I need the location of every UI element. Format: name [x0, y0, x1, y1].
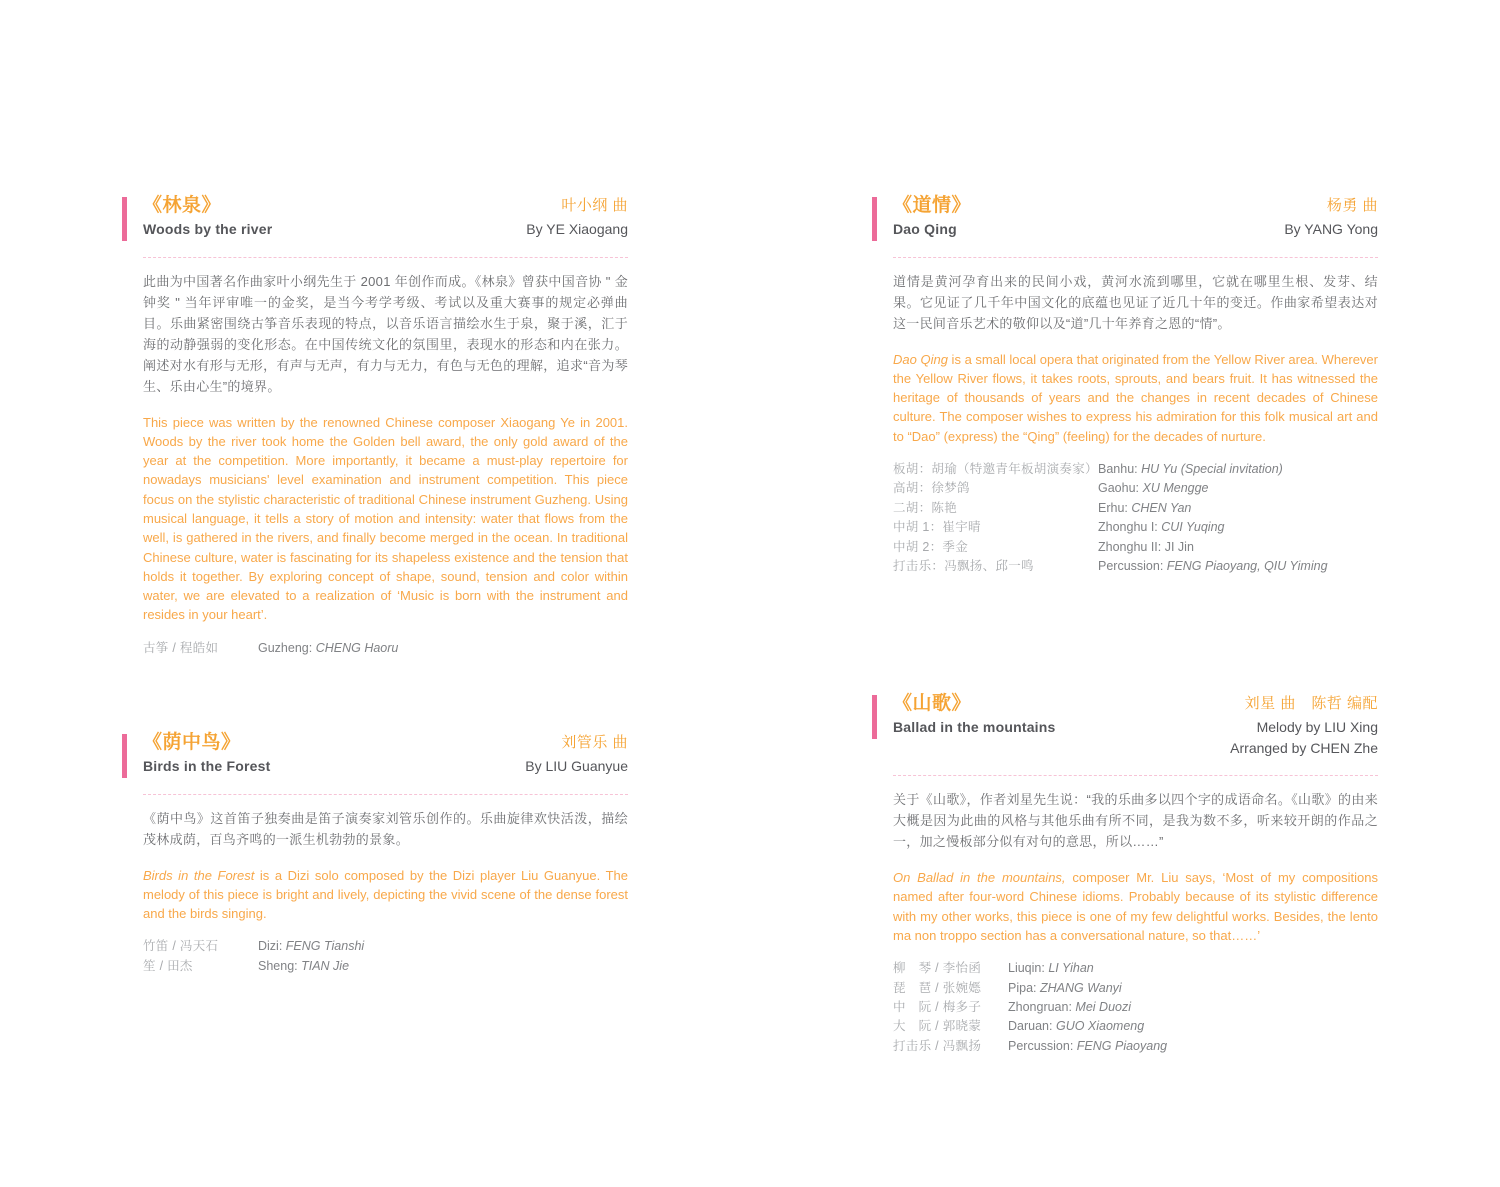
accent-bar [122, 734, 127, 778]
credit-zh: 竹笛 / 冯天石 [143, 939, 219, 954]
credit-en: Guzheng: CHENG Haoru [258, 640, 399, 655]
credit-en: Sheng: TIAN Jie [258, 958, 350, 973]
paragraph-en-italic: Birds in the Forest [143, 867, 255, 883]
credit-row [893, 998, 1378, 1017]
composer-zh: 杨勇 曲 [1326, 197, 1378, 214]
credit-row [893, 499, 1378, 518]
credit-en: Banhu: HU Yu (Special invitation) [1098, 461, 1283, 476]
paragraph-en [143, 866, 628, 924]
piece-header [893, 692, 1378, 757]
piece-section-dao-qing [893, 194, 1378, 576]
composer-en: Melody by LIU Xing [1256, 719, 1378, 735]
credit-zh: 古筝 / 程皓如 [143, 640, 219, 655]
paragraph-en-text: is a small local opera that originated from the Yellow River area. Wherever the Yellow River flows, it takes roots, sprouts, and bears fruit. It has witnessed the heritage of thousands of years and the changes in recent decades of Chinese culture. The composer wishes to express his admiration for this folk musical art and to “Dao” (express) the “Qing” (feeling) for the decades of nurture. [893, 351, 1378, 444]
credit-en: Percussion: FENG Piaoyang, QIU Yiming [1098, 559, 1328, 574]
credit-row [893, 959, 1378, 978]
credit-en: Percussion: FENG Piaoyang [1008, 1038, 1168, 1053]
credit-row [893, 1017, 1378, 1036]
credit-zh: 打击乐：冯飘扬、邱一鸣 [893, 559, 1034, 574]
credit-row [143, 957, 628, 976]
credit-en: Pipa: ZHANG Wanyi [1008, 980, 1122, 995]
piece-header [893, 194, 1378, 239]
credits-list [143, 639, 628, 658]
composer-en: By YE Xiaogang [526, 221, 628, 237]
composer-en: Arranged by CHEN Zhe [1230, 739, 1378, 756]
credit-zh: 二胡：陈艳 [893, 500, 958, 515]
dashed-separator [893, 775, 1378, 776]
credit-row [893, 557, 1378, 576]
paragraph-zh: 关于《山歌》，作者刘星先生说：“我的乐曲多以四个字的成语命名。《山歌》的由来大概是因为此曲的风格与其他乐曲有所不同，是我为数不多，听来较开朗的作品之一，加之慢板部分似有对句的意思，所以……” [893, 792, 1378, 849]
piece-header [143, 194, 628, 239]
credits-list [893, 460, 1378, 576]
piece-section-ballad-in-the-mountains [893, 692, 1378, 1056]
credit-en: Zhongruan: Mei Duozi [1008, 1000, 1131, 1014]
credit-row [893, 538, 1378, 557]
credit-zh: 中胡 2：季金 [893, 539, 969, 554]
paragraph-en-text: is a Dizi solo composed by the Dizi player Liu Guanyue. The melody of this piece is bright and lively, depicting the vivid scene of the dense forest and the birds singing. [143, 867, 628, 922]
paragraph-en [893, 350, 1378, 446]
credit-en: Erhu: CHEN Yan [1098, 500, 1192, 515]
accent-bar [872, 695, 877, 739]
piece-title-en: Dao Qing [893, 221, 957, 237]
dashed-separator [143, 794, 628, 795]
credit-zh: 笙 / 田杰 [143, 958, 193, 973]
dashed-separator [143, 257, 628, 258]
accent-bar [122, 197, 127, 241]
composer-zh: 叶小纲 曲 [561, 197, 628, 214]
piece-title-en: Birds in the Forest [143, 758, 271, 774]
composer-zh: 刘星 曲 陈哲 编配 [1244, 695, 1378, 712]
credit-row [893, 518, 1378, 537]
accent-bar [872, 197, 877, 241]
credit-en: Liuqin: LI Yihan [1008, 961, 1094, 976]
paragraph-zh: 《荫中鸟》这首笛子独奏曲是笛子演奏家刘管乐创作的。乐曲旋律欢快活泼，描绘茂林成荫，百鸟齐鸣的一派生机勃勃的景象。 [143, 810, 628, 847]
piece-section-woods-by-the-river [143, 194, 628, 658]
composer-zh: 刘管乐 曲 [561, 734, 628, 751]
credit-en: Zhonghu I: CUI Yuqing [1098, 520, 1225, 535]
piece-title-zh: 《林泉》 [143, 195, 222, 216]
paragraph-en [893, 868, 1378, 945]
paragraph-zh: 道情是黄河孕育出来的民间小戏，黄河水流到哪里，它就在哪里生根、发芽、结果。它见证了几千年中国文化的底蕴也见证了近几十年的变迁。作曲家希望表达对这一民间音乐艺术的敬仰以及“道”几十年养育之恩的“情”。 [893, 273, 1378, 331]
credit-en: Daruan: GUO Xiaomeng [1008, 1019, 1145, 1034]
piece-title-zh: 《荫中鸟》 [143, 732, 241, 753]
credit-zh: 高胡：徐梦鸽 [893, 481, 970, 496]
credit-row [893, 460, 1378, 479]
piece-title-en: Woods by the river [143, 221, 273, 237]
piece-title-zh: 《道情》 [893, 195, 972, 216]
credit-zh: 中胡 1：崔宇晴 [893, 520, 981, 535]
paragraph-zh: 此曲为中国著名作曲家叶小纲先生于 2001 年创作而成。《林泉》曾获中国音协 " 金钟奖 " 当年评审唯一的金奖，是当今考学考级、考试以及重大赛事的规定必弹曲目。乐曲紧密围绕古筝音乐表现的特点，以音乐语言描绘水生于泉，聚于溪，汇于海的动静强弱的变化形态。在中国传统文化的氛围里，表现水的形态和内在张力。阐述对水有形与无形，有声与无声，有力与无力，有色与无色的理解，追求“音为琴生、乐由心生”的境界。 [143, 273, 628, 394]
piece-title-en: Ballad in the mountains [893, 719, 1056, 735]
credit-zh: 打击乐 / 冯飘扬 [893, 1038, 982, 1053]
credits-list [143, 937, 628, 976]
composer-en: By YANG Yong [1284, 221, 1378, 237]
credit-zh: 大 阮 / 郭晓蒙 [893, 1019, 982, 1034]
dashed-separator [893, 257, 1378, 258]
credit-zh: 中 阮 / 梅多子 [893, 1000, 982, 1014]
credit-row [143, 937, 628, 956]
credit-row [143, 639, 628, 658]
credit-zh: 柳 琴 / 李怡函 [893, 961, 982, 976]
credit-en: Zhonghu II: JI Jin [1098, 539, 1194, 554]
paragraph-en-italic: Dao Qing [893, 351, 948, 367]
credit-row [893, 979, 1378, 998]
credit-en: Gaohu: XU Mengge [1098, 481, 1209, 496]
paragraph-en [143, 413, 628, 625]
piece-section-birds-in-the-forest [143, 731, 628, 976]
paragraph-en-text: composer Mr. Liu says, ‘Most of my compositions named after four-word Chinese idioms. Probably because of its stylistic difference with my other works, this piece is one of my few delightful works. Besides, the lento ma non troppo section has a conversational nature, so that……’ [893, 870, 1378, 943]
paragraph-en-text: This piece was written by the renowned Chinese composer Xiaogang Ye in 2001. Woods by the river took home the Golden bell award, the only gold award of the year at the competition. More importantly, it became a must-play repertoire for nowadays musicians' level examination and instrument competition. This piece focus on the stylistic characteristic of traditional Chinese instrument Guzheng. Using musical language, it tells a story of motion and intensity: water that flows from the well, is gathered in the rivers, and finally become merged in the ocean. In traditional Chinese culture, water is fascinating for its shapeless existence and the tension that holds it together. By exploring concept of shape, sound, tension and color within water, we are elevated to a realization of ‘Music is born with the instrument and resides in your heart’. [143, 414, 628, 623]
credit-zh: 板胡：胡瑜（特邀青年板胡演奏家） [893, 461, 1098, 476]
credit-row [893, 479, 1378, 498]
credit-en: Dizi: FENG Tianshi [258, 939, 365, 954]
composer-en: By LIU Guanyue [525, 758, 628, 774]
credit-row [893, 1037, 1378, 1056]
piece-header [143, 731, 628, 776]
credits-list [893, 959, 1378, 1056]
paragraph-en-italic: On Ballad in the mountains, [893, 870, 1066, 885]
credit-zh: 琵 琶 / 张婉嫕 [893, 980, 982, 995]
piece-title-zh: 《山歌》 [893, 693, 972, 714]
